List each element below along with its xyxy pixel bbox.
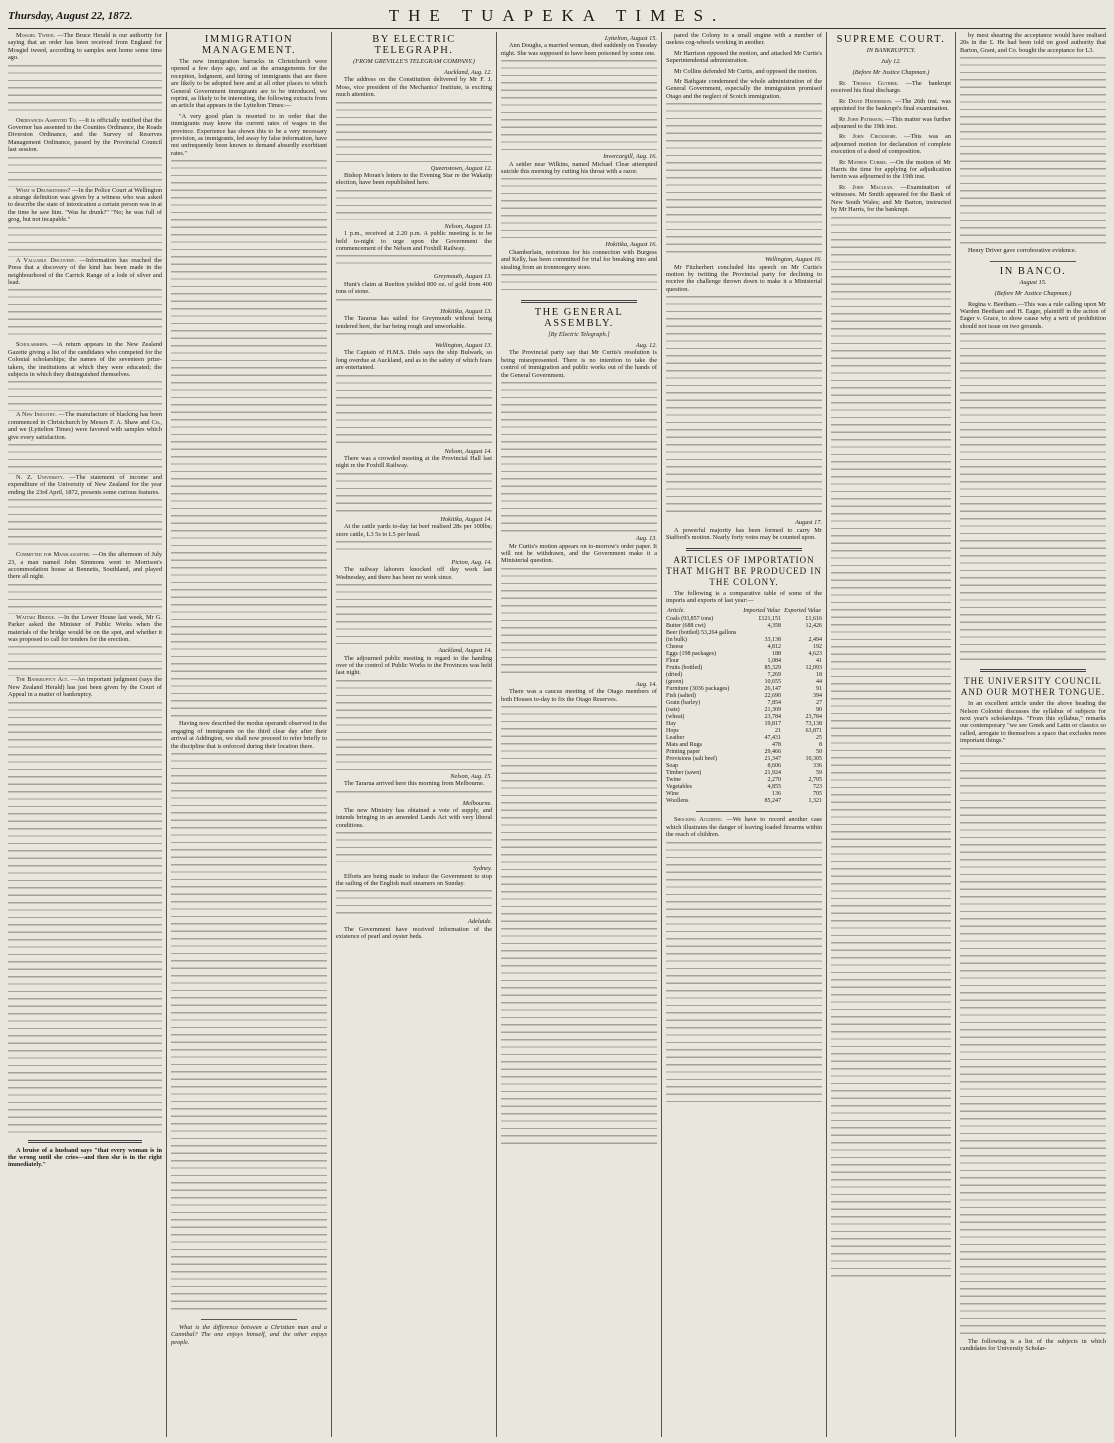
issue-date: Thursday, August 22, 1872.: [8, 10, 133, 22]
section-heading: THE GENERAL ASSEMBLY.: [534, 307, 624, 330]
telegram-text: A settler near Wilkins, named Michael Clear attempted suicide this morning by cutting his throat with a razor.: [501, 160, 657, 176]
news-item: [8, 117, 162, 154]
telegram-text: The Tararua has sailed for Greymouth without being tendered here, the bar being rough and unworkable.: [336, 315, 492, 330]
dateline: Greymouth, August 13.: [433, 273, 492, 281]
news-item: [8, 551, 162, 581]
text-filler: [336, 680, 492, 770]
lead-in: A Valuable Discovery.: [16, 256, 77, 264]
exported-value-cell: 705: [813, 791, 822, 798]
text-filler: [171, 753, 327, 1313]
dateline: Sydney.: [472, 865, 492, 873]
assembly-items: [501, 342, 657, 1146]
article-text: —In the Lower House last week, Mr G. Parker asked the Minister of Public Works when the materials of the bridge would be on the spot, and whether it was proposed to call for tenders for the erection.: [8, 613, 162, 644]
exported-value-cell: 41: [816, 658, 822, 665]
dateline: August 17.: [795, 519, 822, 527]
exported-value-cell: [781, 630, 822, 637]
separator: [980, 669, 1086, 672]
table-row: [666, 735, 822, 742]
exported-value-cell: 27: [816, 700, 822, 707]
column-6: [831, 32, 951, 1437]
telegram-text: Bishop Moran's letters to the Evening Star re the Wakatip election, have been republished here.: [336, 172, 492, 187]
lead-in: The Bankruptcy Act.: [16, 676, 69, 684]
article-text: —The 26th inst. was appointed for the bankrupt's final examination.: [831, 97, 951, 113]
article-paragraph: Henry Driver gave corroborative evidence.: [968, 247, 1077, 255]
table-row: [666, 798, 822, 805]
news-item: [831, 80, 951, 95]
text-filler: [336, 375, 492, 445]
telegram-text: The address on the Constitution delivered by Mr F. J. Moss, vice president of the Mechanics' Institute, is exciting much attention.: [336, 76, 492, 99]
table-row: [666, 672, 822, 679]
table-row: [666, 784, 822, 791]
telegram-text: The adjourned public meeting in regard to the handing over of the control of Public Works to the Provinces was held last night.: [336, 654, 492, 677]
exported-value-cell: 723: [813, 784, 822, 791]
article-cell: Fish (salted): [666, 693, 696, 700]
exported-value-cell: 73,138: [805, 721, 822, 728]
table-row: [666, 721, 822, 728]
article-text: —This was an adjourned motion for declaration of complete execution of a deed of composition.: [831, 133, 951, 156]
column-1: [8, 32, 162, 1437]
telegram-text: Hunt's claim at Reefton yielded 800 oz. of gold from 400 tons of stone.: [336, 280, 492, 296]
imported-value-cell: 21,347: [764, 756, 782, 763]
exported-value-cell: 50: [816, 749, 822, 756]
text-filler: [501, 382, 657, 532]
table-row: [666, 707, 822, 714]
lead-in: Mosgiel Tweed.: [16, 32, 55, 39]
separator: [990, 261, 1076, 262]
dateline: Nelson, August 14.: [444, 447, 492, 455]
article-text: —In the Police Court at Wellington a strange definition was given by a witness who was asked to describe the state of intoxication a certain person was in at the time he saw him. "Was he drunk?" "No; he was full of grog, but not incapable.": [8, 186, 162, 224]
imported-value-cell: 1,084: [767, 658, 782, 665]
telegram-text: At the cattle yards to-day fat beef realised 28s per 100lbs; store cattle, L3 5s to L5 per head.: [336, 523, 492, 538]
section-heading: SUPREME COURT.: [836, 34, 946, 45]
article-paragraph: Mr Bathgate condemned the whole administration of the General Government, especially the immigration promised Otago and the neglect of Scotch immigration.: [666, 78, 822, 100]
article-text: —This matter was further adjourned to the 19th inst.: [831, 115, 951, 131]
news-item: [8, 341, 162, 378]
footer-quip: What is the difference between a Christian man and a Cannibal? The one enjoys himself, and the other enjoys people.: [171, 1323, 327, 1346]
court-date: July 12.: [881, 58, 901, 65]
column-rule: [166, 32, 167, 1437]
table-intro: The following is a comparative table of some of the imports and exports of last year:—: [666, 589, 822, 604]
telegram-text: The Government have received information of the existence of pearl and oyster beds.: [336, 925, 492, 941]
exported-value-cell: 336: [813, 763, 822, 770]
text-filler: [336, 333, 492, 339]
article-cell: Furniture (3036 packages): [666, 686, 730, 693]
dateline: Queenstown, August 12.: [430, 164, 492, 172]
text-filler: [8, 381, 162, 411]
article-cell: Timber (sawn): [666, 770, 702, 777]
imported-value-cell: 85,329: [764, 665, 782, 672]
article-cell: (in bulk): [666, 637, 687, 644]
news-item: [831, 133, 951, 155]
exported-value-cell: 4,623: [808, 651, 822, 658]
newspaper-title: THE TUAPEKA TIMES.: [388, 6, 726, 25]
column-7: [960, 32, 1106, 1437]
article-cell: (dried): [666, 672, 683, 679]
text-filler: [501, 274, 657, 294]
imported-value-cell: 4,812: [767, 644, 782, 651]
imported-value-cell: 10,655: [764, 679, 782, 686]
article-text: —An important judgment (says the New Zealand Herald) has just been given by the Court of Appeal in a matter of bankruptcy.: [8, 676, 162, 699]
article-cell: (oats): [666, 707, 680, 714]
column-rule: [496, 32, 497, 1437]
text-filler: [8, 65, 162, 117]
article-cell: Coals (93,857 tons): [666, 616, 714, 623]
court-bench: (Before Mr Justice Chapman.): [994, 289, 1072, 297]
exported-value-cell: 44: [816, 679, 822, 686]
table-row: [666, 651, 822, 658]
exported-value-cell: 91: [816, 686, 822, 693]
section-subheading: IN BANKRUPTCY.: [866, 47, 916, 54]
lead-in: Re Thomas Guthrie.: [839, 80, 899, 87]
dateline: Invercargill, Aug. 16.: [603, 153, 657, 161]
lead-in: A New Industry.: [16, 411, 57, 419]
article-text: —Examination of witnesses. Mr Smith appeared for the Bank of New South Wales; and Mr Barton, instructed by Mr Harris, for the bankrupt.: [831, 183, 951, 214]
dateline: Auckland, Aug. 12.: [444, 69, 492, 76]
text-filler: [336, 890, 492, 915]
imported-value-cell: 23,784: [764, 714, 782, 721]
text-filler: [501, 706, 657, 1146]
text-filler: [336, 102, 492, 162]
column-header: Imported Value: [743, 608, 781, 615]
imported-value-cell: 7,269: [767, 672, 782, 679]
dateline: Melbourne.: [462, 799, 492, 807]
exported-value-cell: 1,321: [808, 798, 822, 805]
article-cell: Beer (bottled) 53,264 gallons: [666, 630, 737, 637]
article-cell: Butter (688 cwt): [666, 623, 706, 630]
text-filler: [8, 227, 162, 257]
article-paragraph: by mest shearing the acceptance would have realised 20s in the £. He had been told on good authority that Barton, Grant, and Co. bought the acceptance for L3.: [960, 32, 1106, 54]
column-rule: [661, 32, 662, 1437]
telegram-text: The railway laborers knocked off day work last Wednesday, and there has been no work since.: [336, 566, 492, 581]
section-subheading: [By Electric Telegraph.]: [548, 331, 610, 339]
imported-value-cell: [740, 630, 781, 637]
article-text: —On the motion of Mr Harris the time for applying for adjudication herein was adjourned to the 19th inst.: [831, 158, 951, 181]
dateline: Aug. 14.: [635, 680, 657, 688]
imported-value-cell: 21,309: [764, 707, 782, 714]
imports-table: [666, 607, 822, 805]
text-filler: [666, 296, 822, 516]
exported-value-cell: 12,426: [805, 623, 822, 630]
court-cases: [831, 80, 951, 214]
news-item: [831, 116, 951, 131]
separator: [28, 1140, 142, 1143]
article-cell: Hops: [666, 728, 679, 735]
article-cell: Twine: [666, 777, 681, 784]
article-text: —The manufacture of blacking has been commenced in Christchurch by Messrs F. A. Shaw and Co., and we (Lyttelton Times) were favored with samples which give every satisfaction.: [8, 411, 162, 441]
text-filler: [8, 444, 162, 474]
telegram-text: The new Ministry has obtained a vote of supply, and intends bringing in an amended Lands Act with very liberal conditions.: [336, 807, 492, 829]
text-filler: [336, 584, 492, 644]
exported-value-cell: 59: [816, 770, 822, 777]
column-header: Exported Value: [784, 608, 821, 615]
text-filler: [960, 57, 1106, 247]
exported-value-cell: 10,305: [805, 756, 822, 763]
text-filler: [336, 473, 492, 513]
article-cell: (green): [666, 679, 684, 686]
article-text: —A return appears in the New Zealand Gazette giving a list of the candidates who competed for the Colonial scholarships; the names of the seventeen prize-takers, the institutions at which they were educated; the subjects in which they distinguished themselves.: [8, 341, 162, 378]
table-header-row: [666, 607, 822, 616]
text-filler: [8, 584, 162, 614]
court-date: August 15.: [1019, 278, 1047, 286]
section-heading: IMMIGRATION MANAGEMENT.: [201, 34, 297, 56]
article-paragraph: The following is a list of the subjects in which candidates for University Scholar-: [960, 1337, 1106, 1353]
table-row: [666, 756, 822, 763]
news-item: [8, 187, 162, 224]
article-cell: Provisions (salt beef): [666, 756, 717, 763]
lead-in: Shocking Accident.: [674, 816, 723, 824]
imported-value-cell: 26,147: [764, 686, 782, 693]
exported-value-cell: 2,494: [808, 637, 822, 644]
article-paragraph: Regina v. Beetham.—This was a rule calling upon Mr Warden Beetham and H. Eager, plaintiff in the action of Eager v. Grace, to show cause why a writ of prohibition should not issue on two grounds.: [960, 300, 1106, 330]
news-item: [8, 474, 162, 496]
imported-value-cell: 21,924: [764, 770, 782, 777]
article-cell: (wheat): [666, 714, 685, 721]
exported-value-cell: 8: [819, 742, 822, 749]
exported-value-cell: 23,784: [805, 714, 822, 721]
article-cell: Fruits (bottled): [666, 665, 703, 672]
dateline: Hokitika, August 13.: [440, 307, 492, 315]
lead-in: Re John Maclean.: [839, 183, 894, 191]
column-rule: [826, 32, 827, 1437]
dateline: Adelaide.: [468, 918, 492, 926]
text-filler: [336, 255, 492, 270]
news-items: [8, 32, 162, 754]
imported-value-cell: 29,466: [764, 749, 782, 756]
imported-value-cell: 7,854: [767, 700, 782, 707]
imported-value-cell: 19,817: [764, 721, 782, 728]
telegram-text: The Captain of H.M.S. Dido says the ship Bulwark, so long overdue at Auckland, and as to the safety of which fears are entertained.: [336, 349, 492, 372]
dateline: Aug. 12.: [635, 342, 657, 350]
table-row: [666, 742, 822, 749]
section-heading: ARTICLES OF IMPORTATION THAT MIGHT BE PRODUCED IN THE COLONY.: [666, 554, 822, 587]
news-item: [831, 159, 951, 181]
imported-value-cell: £121,151: [758, 616, 782, 623]
imported-value-cell: 85,247: [764, 798, 782, 805]
columns: [8, 32, 1106, 1437]
article-cell: Soap: [666, 763, 678, 770]
text-filler: [336, 791, 492, 797]
article-paragraph: The new immigration barracks in Christchurch were opened a few days ago, and as the arrangements for the reception, lodgment, and hiring of immigrants that are there are likely to be adopted here and at all other places to which General Government immigrants are to be introduced, we reprint, as likely to be interesting, the following extracts from an article that appears in the Lyttelton Times:—: [171, 58, 327, 110]
dateline: Hokitika, August 14.: [440, 515, 492, 523]
text-filler: [8, 646, 162, 676]
imported-value-cell: 478: [772, 742, 782, 749]
text-filler: [8, 754, 162, 1134]
text-filler: [666, 842, 822, 1102]
exported-value-cell: 25: [816, 735, 822, 742]
news-item: [8, 32, 162, 62]
article-cell: Hay: [666, 721, 676, 728]
imported-value-cell: 2,270: [767, 777, 782, 784]
article-cell: Cheese: [666, 644, 684, 651]
article-cell: Flour: [666, 658, 680, 665]
dateline: Auckland, August 14.: [438, 647, 492, 655]
article-text: —The Bruce Herald is our authority for saying that an order has been received from England for Mosgiel tweed, according to samples sent home some time ago.: [8, 32, 162, 62]
text-filler: [8, 289, 162, 341]
imported-value-cell: 188: [772, 651, 782, 658]
dateline: Picton, Aug. 14.: [451, 558, 492, 566]
exported-value-cell: 18: [816, 672, 822, 679]
table-row: [666, 770, 822, 777]
lead-in: Waitaki Bridge.: [16, 613, 56, 621]
news-item: [831, 98, 951, 113]
text-filler: [666, 103, 822, 253]
table-row: [666, 700, 822, 707]
article-text: —The statement of income and expenditure of the University of New Zealand for the year ending the 23rd April, 1872, presents some curious features.: [8, 473, 162, 496]
text-filler: [336, 299, 492, 305]
lead-in: Ordinances Assented To.: [16, 116, 78, 124]
text-filler: [960, 333, 1106, 663]
lead-in: Re John Crickmore.: [839, 133, 898, 141]
column-rule: [331, 32, 332, 1437]
news-item: [8, 676, 162, 698]
article-cell: Leather: [666, 735, 685, 742]
separator: [201, 1319, 297, 1320]
imported-value-cell: 22,690: [764, 693, 782, 700]
text-filler: [501, 568, 657, 678]
text-filler: [336, 190, 492, 220]
article-cell: Mats and Rugs: [666, 742, 702, 749]
article-cell: Printing paper: [666, 749, 701, 756]
article-paragraph: Mr Collins defended Mr Curtis, and opposed the motion.: [674, 67, 818, 75]
text-filler: [8, 702, 162, 754]
lead-in: What is Drunkenness?: [16, 186, 71, 194]
article-text: —We have to record another case which illustrates the danger of leaving loaded firearms within the reach of children.: [666, 816, 822, 839]
table-row: [666, 728, 822, 735]
article-text: —Information has reached the Press that a discovery of the kind has been made in the neighbourhood of the Carrick Range of a lode of silver and lead.: [8, 256, 162, 286]
text-filler: [501, 178, 657, 238]
article-cell: Eggs (198 packages): [666, 651, 716, 658]
article-paragraph: "A very good plan is resorted to in order that the immigrants may know the current rates of wages in the province. Experience has shown this to be a very necessary provision, as immigrants, led away by false information, have not unfrequently been known to demand absurdly exorbitant rates.": [171, 112, 327, 157]
lead-in: Re Mathew Currie.: [839, 158, 888, 166]
exported-value-cell: 394: [813, 693, 822, 700]
exported-value-cell: 12,093: [805, 665, 822, 672]
exported-value-cell: 2,705: [808, 777, 822, 784]
column-4: [501, 32, 657, 1437]
exported-value-cell: 192: [813, 644, 822, 651]
column-5: [666, 32, 822, 1437]
article-paragraph: Mr Fitzherbert concluded his speech on Mr Curtis's motion by twitting the Provincial party for declining to receive the challenge thrown down to make it a Ministerial question.: [666, 263, 822, 293]
table-row: [666, 791, 822, 798]
article-paragraph: Having now described the modus operandi observed in the engaging of immigrants on the third clear day after their arrival at Addington, we shall now proceed to refer briefly to the discipline that is enforced during their location there.: [171, 720, 327, 750]
exported-value-cell: 63,871: [805, 728, 822, 735]
telegram-text: Mr Curtis's motion appears on to-morrow's order paper. It will not be withdrawn, and the Government make it a Ministerial question.: [501, 542, 657, 565]
text-filler: [8, 157, 162, 187]
court-bench: (Before Mr Justice Chapman.): [852, 69, 930, 76]
dateline: Nelson, Aug. 15.: [450, 772, 492, 780]
footer-quip: A bruise of a husband says "that every woman is in the wrong until she cries—and then she is in the right immediately.": [8, 1146, 162, 1169]
telegram-text: Chamberlain, notorious for his connection with Burgess and Kelly, has been committed for trial for breaking into and stealing from an ironmongery store.: [501, 248, 657, 271]
telegram-items: [336, 69, 492, 941]
article-cell: Vegetables: [666, 784, 692, 791]
imported-value-cell: 8,606: [767, 763, 782, 770]
telegram-text: There was a caucus meeting of the Otago members of both Houses to-day to fix the Otago Reserves.: [501, 688, 657, 703]
lead-in: Re John Paterson.: [839, 115, 884, 123]
dateline: Wellington, August 16.: [764, 256, 822, 264]
imported-value-cell: 47,431: [764, 735, 782, 742]
section-subheading: (FROM GREVILLE'S TELEGRAM COMPANY.): [353, 58, 475, 65]
column-2: [171, 32, 327, 1437]
table-row: [666, 630, 822, 637]
table-row: [666, 714, 822, 721]
imported-value-cell: 21: [775, 728, 782, 735]
telegram-text: 1 p.m., received at 2.20 p.m. A public meeting is to be held to-night to urge upon the Government the commencement of the Nelson and Foxhill Railway.: [336, 230, 492, 253]
table-row: [666, 665, 822, 672]
article-cell: Wine: [666, 791, 679, 798]
section-heading: BY ELECTRIC TELEGRAPH.: [372, 34, 456, 56]
article-cell: Woollens: [666, 798, 689, 805]
text-filler: [501, 60, 657, 150]
article-paragraph: Mr Harrison opposed the motion, and attacked Mr Curtis's Superintendental administration.: [666, 49, 822, 65]
telegram-text: There was a crowded meeting at the Provincial Hall last night re the Foxhill Railway.: [336, 454, 492, 470]
imported-value-cell: 4,855: [767, 784, 782, 791]
text-filler: [336, 832, 492, 862]
article-paragraph: pared the Colony to a small engine with a number of useless cog-wheels working in another.: [666, 32, 822, 47]
telegram-text: Ann Doughs, a married woman, died suddenly on Tuesday night. She was supposed to have been poisoned by some one.: [501, 42, 657, 57]
separator: [686, 548, 802, 551]
imported-value-cell: 33,138: [764, 637, 782, 644]
separator: [521, 300, 637, 303]
lead-in: Scholarships.: [16, 341, 49, 349]
exported-value-cell: 90: [816, 707, 822, 714]
section-heading: THE UNIVERSITY COUNCIL AND OUR MOTHER TONGUE.: [960, 676, 1106, 698]
column-3: [336, 32, 492, 1437]
exported-value-cell: £1,616: [805, 616, 822, 623]
text-filler: [8, 499, 162, 551]
section-heading: IN BANCO.: [999, 265, 1067, 277]
masthead: [8, 4, 1106, 29]
article-text: —It is officially notified that the Governor has assented to the Counties Ordinance, the Roads Diversion Ordinance, and the Survey of Reserves Management Ordinance, passed by the Provincial Council last session.: [8, 116, 162, 154]
table-row: [666, 777, 822, 784]
article-text: —On the afternoon of July 23, a man named John Simmons went to Morrison's accommodation house at Bennetts, Southland, and played there all night.: [8, 551, 162, 581]
news-item: [8, 257, 162, 287]
separator: [696, 811, 792, 812]
news-item: [831, 184, 951, 214]
lead-in: Re David Henderson.: [839, 97, 893, 105]
column-header: Article.: [667, 608, 685, 615]
lead-in: N. Z. University.: [16, 473, 65, 481]
dateline: Wellington, August 13.: [434, 341, 492, 349]
telegram-items: [501, 35, 657, 294]
dateline: Aug. 13.: [635, 535, 657, 543]
telegram-text: The Provincial party say that Mr Curtis's resolution is being misrepresented. There is no intention to take the control of immigration and public works out of the hands of the General Government.: [501, 349, 657, 379]
text-filler: [336, 541, 492, 556]
dateline: Nelson, August 13.: [444, 222, 492, 230]
dateline: Hokitika, August 16.: [605, 241, 657, 249]
lead-in: Committed for Manslaughter.: [16, 551, 91, 559]
text-filler: [831, 217, 951, 1277]
news-item: [8, 411, 162, 441]
column-rule: [955, 32, 956, 1437]
article-paragraph: [666, 816, 822, 838]
dateline: Lyttelton, August 15.: [604, 35, 657, 42]
text-filler: [171, 160, 327, 720]
article-paragraph: A powerful majority has been formed to carry Mr Stafford's motion. Nearly forty votes may be counted upon.: [666, 526, 822, 542]
article-cell: Grain (barley): [666, 700, 701, 707]
article-text: —The bankrupt received his final discharge.: [831, 80, 951, 95]
news-item: [8, 614, 162, 644]
imported-value-cell: 4,358: [767, 623, 782, 630]
text-filler: [960, 748, 1106, 1338]
telegram-text: Efforts are being made to induce the Government to stop the sailing of the English mail steamers on Sunday.: [336, 872, 492, 888]
article-paragraph: In an excellent article under the above heading the Nelson Colonist discusses the syllabus of subjects for next year's scholarships. "From this syllabus," remarks our contemporary "we see Greek and Latin or classics so called, arrogate to themselves a space that excludes more important things.": [960, 700, 1106, 745]
imported-value-cell: 136: [772, 791, 782, 798]
table-row: [666, 637, 822, 644]
telegram-text: The Tararua arrived here this morning from Melbourne.: [344, 780, 485, 788]
